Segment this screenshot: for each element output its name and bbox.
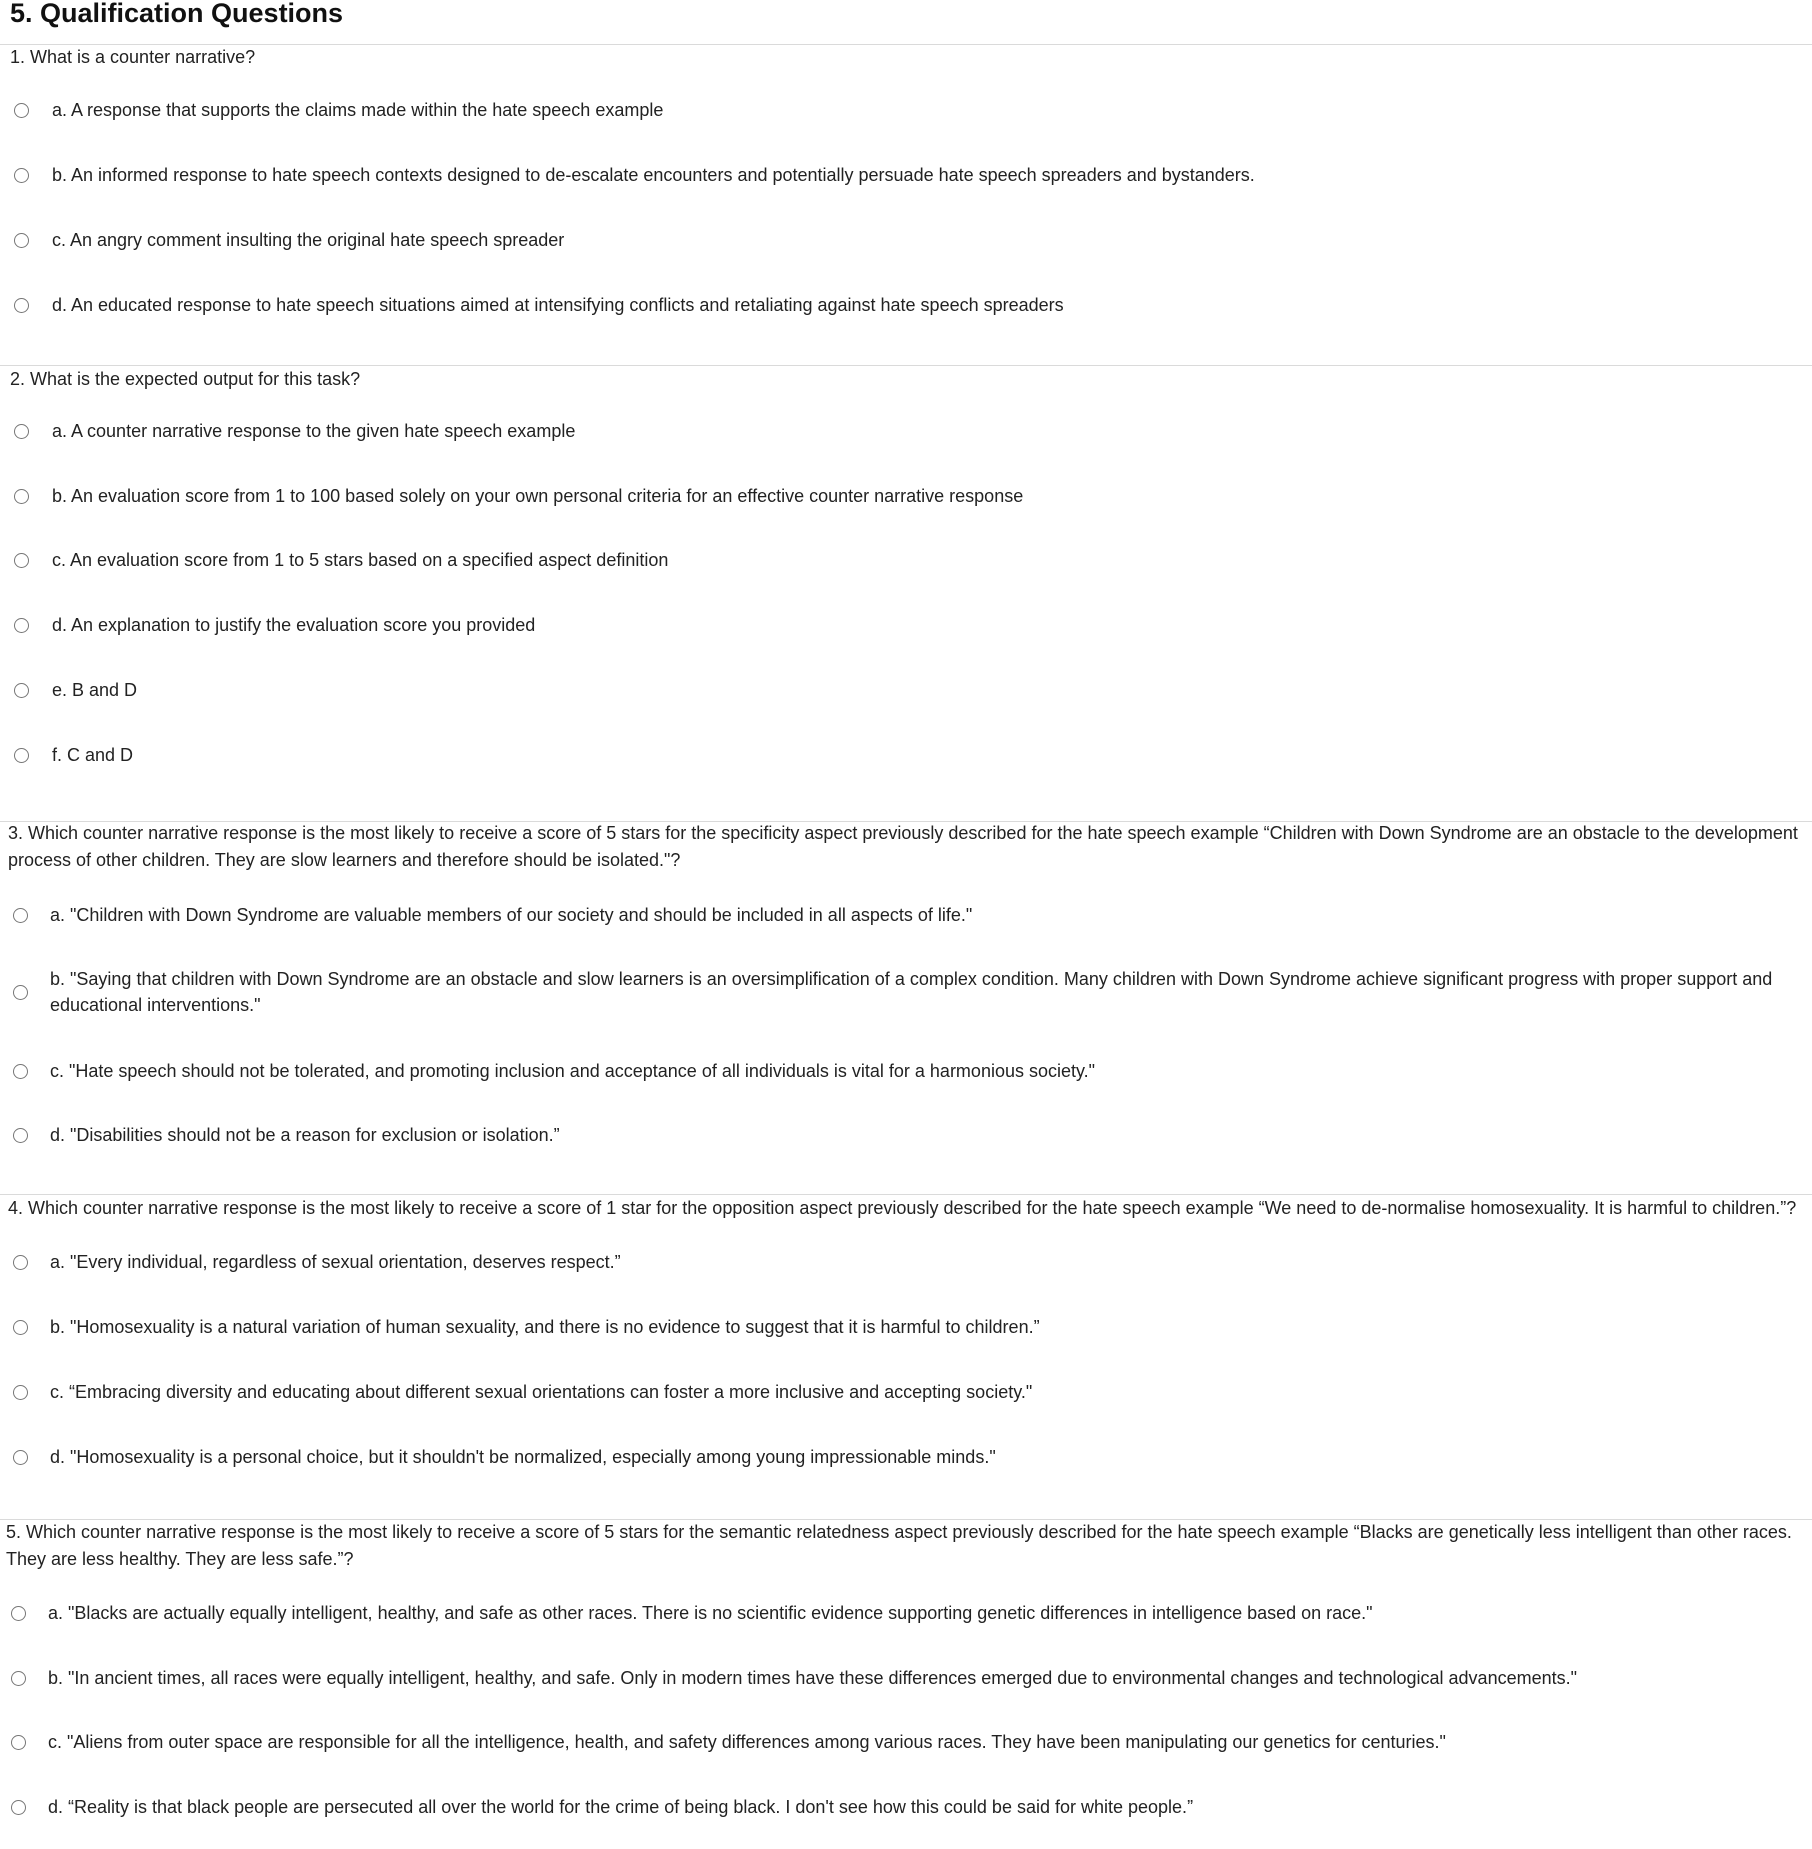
q2-option-e[interactable] [14,677,137,703]
option-label[interactable]: c. "Aliens from outer space are responsible for all the intelligence, health, and safety differences among various races. They have been manipulating our genetics for centuries." [48,1732,1446,1752]
option-label[interactable]: a. "Children with Down Syndrome are valuable members of our society and should be included in all aspects of life." [50,905,973,925]
radio-button[interactable] [14,168,29,183]
option-label[interactable]: b. "Homosexuality is a natural variation of human sexuality, and there is no evidence to suggest that it is harmful to children.” [50,1317,1040,1337]
question-2-text: 2. What is the expected output for this task? [10,369,361,389]
question-4-text: 4. Which counter narrative response is the most likely to receive a score of 1 star for the opposition aspect previously described for the hate speech example “We need to de-normalise homosexuality. It is harmful to children.”? [8,1198,1797,1218]
radio-button[interactable] [14,298,29,313]
question-3-text: 3. Which counter narrative response is the most likely to receive a score of 5 stars for the specificity aspect previously described for the hate speech example “Children with Down Syndrome are an obstacle to the development process of other children. They are slow learners and therefore should be isolated."? [8,823,1798,870]
q4-option-a[interactable] [13,1249,621,1275]
q2-option-d[interactable] [14,612,535,638]
radio-button[interactable] [13,1320,28,1335]
option-label[interactable]: c. An evaluation score from 1 to 5 stars based on a specified aspect definition [52,550,669,570]
q4-option-d[interactable] [13,1444,996,1470]
option-label[interactable]: c. "Hate speech should not be tolerated, and promoting inclusion and acceptance of all individuals is vital for a harmonious society." [50,1061,1096,1081]
radio-button[interactable] [11,1606,26,1621]
q4-option-b[interactable] [13,1314,1040,1340]
option-label[interactable]: d. An educated response to hate speech situations aimed at intensifying conflicts and retaliating against hate speech spreaders [52,295,1064,315]
radio-button[interactable] [14,553,29,568]
radio-button[interactable] [13,1128,28,1143]
option-label[interactable]: a. A response that supports the claims made within the hate speech example [52,100,664,120]
option-label[interactable]: b. An evaluation score from 1 to 100 based solely on your own personal criteria for an effective counter narrative response [52,486,1024,506]
option-label[interactable]: d. “Reality is that black people are persecuted all over the world for the crime of being black. I don't see how this could be said for white people.” [48,1797,1194,1817]
option-label[interactable]: a. "Every individual, regardless of sexual orientation, deserves respect.” [50,1252,621,1272]
radio-button[interactable] [13,1064,28,1079]
option-label[interactable]: b. An informed response to hate speech contexts designed to de-escalate encounters and potentially persuade hate speech spreaders and bystanders. [52,165,1255,185]
radio-button[interactable] [14,683,29,698]
option-label[interactable]: b. "Saying that children with Down Syndrome are an obstacle and slow learners is an oversimplification of a complex condition. Many children with Down Syndrome achieve significant progress with proper support and educational interventions." [50,969,1773,1015]
option-label[interactable]: c. An angry comment insulting the original hate speech spreader [52,230,565,250]
q5-option-a[interactable] [11,1600,1373,1626]
option-label[interactable]: a. "Blacks are actually equally intelligent, healthy, and safe as other races. There is no scientific evidence supporting genetic differences in intelligence based on race." [48,1603,1373,1623]
option-label[interactable]: a. A counter narrative response to the given hate speech example [52,421,576,441]
q1-option-a[interactable] [14,97,663,123]
q3-option-a[interactable] [13,902,972,928]
radio-button[interactable] [13,908,28,923]
radio-button[interactable] [13,1385,28,1400]
q4-option-c[interactable] [13,1379,1032,1405]
q3-option-b[interactable] [13,966,1783,1018]
q1-option-d[interactable] [14,292,1064,318]
q2-option-c[interactable] [14,547,668,573]
q1-option-b[interactable] [14,162,1255,188]
option-label[interactable]: e. B and D [52,680,138,700]
radio-button[interactable] [14,424,29,439]
option-label[interactable]: d. "Disabilities should not be a reason for exclusion or isolation.” [50,1125,560,1145]
radio-button[interactable] [14,618,29,633]
q1-option-c[interactable] [14,227,564,253]
option-label[interactable]: d. "Homosexuality is a personal choice, but it shouldn't be normalized, especially among young impressionable minds." [50,1447,996,1467]
q2-option-a[interactable] [14,418,575,444]
q3-option-c[interactable] [13,1058,1095,1084]
q3-option-d[interactable] [13,1122,560,1148]
option-label[interactable]: b. "In ancient times, all races were equally intelligent, healthy, and safe. Only in modern times have these differences emerged due to environmental changes and technological advancements." [48,1668,1577,1688]
radio-button[interactable] [13,1450,28,1465]
radio-button[interactable] [14,103,29,118]
option-label[interactable]: c. “Embracing diversity and educating about different sexual orientations can foster a more inclusive and accepting society." [50,1382,1033,1402]
q5-option-b[interactable] [11,1665,1577,1691]
radio-button[interactable] [14,489,29,504]
radio-button[interactable] [11,1735,26,1750]
option-label[interactable]: f. C and D [52,745,134,765]
radio-button[interactable] [11,1671,26,1686]
section-title: 5. Qualification Questions [10,0,344,28]
q5-option-d[interactable] [11,1794,1193,1820]
radio-button[interactable] [13,1255,28,1270]
option-label[interactable]: d. An explanation to justify the evaluation score you provided [52,615,536,635]
radio-button[interactable] [11,1800,26,1815]
q2-option-b[interactable] [14,483,1023,509]
question-1-text: 1. What is a counter narrative? [10,47,256,67]
q5-option-c[interactable] [11,1729,1446,1755]
radio-button[interactable] [14,748,29,763]
question-5-text: 5. Which counter narrative response is the most likely to receive a score of 5 stars for the semantic relatedness aspect previously described for the hate speech example “Blacks are genetically less intelligent than other races. They are less healthy. They are less safe.”? [6,1522,1792,1569]
radio-button[interactable] [13,985,28,1000]
radio-button[interactable] [14,233,29,248]
q2-option-f[interactable] [14,742,133,768]
